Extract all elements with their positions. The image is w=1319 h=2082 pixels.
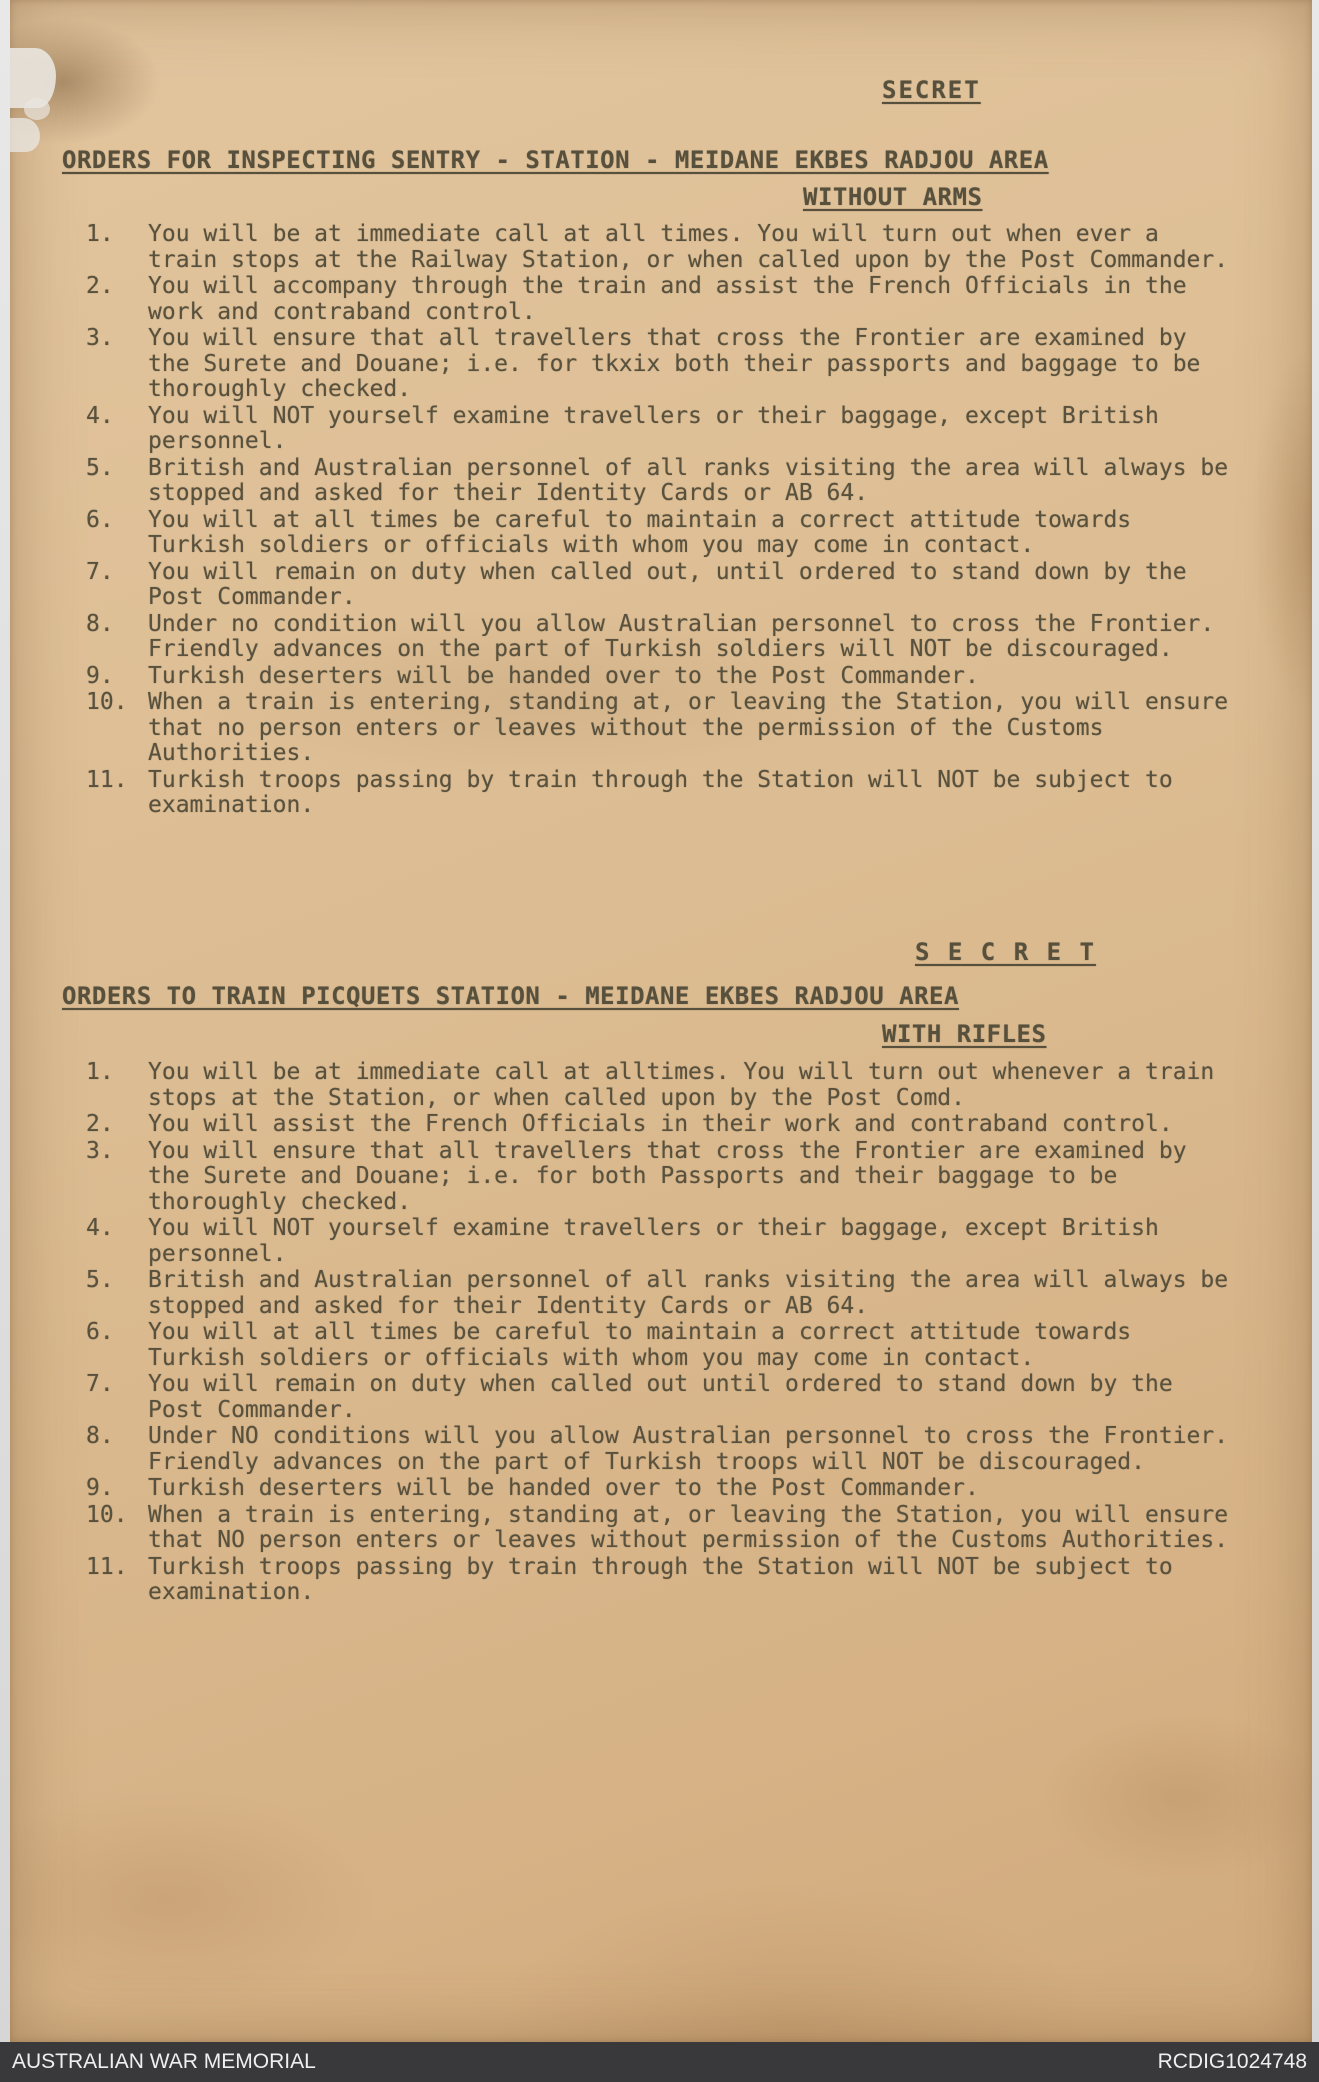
item-number: 8. — [86, 1423, 114, 1449]
item-number: 11. — [86, 1553, 128, 1580]
order-item — [86, 1268, 1240, 1319]
item-text: British and Australian personnel of all ranks visiting the area will always be stopped and asked for their Identity Cards or AB 64. — [148, 1267, 1229, 1319]
item-number: 3. — [86, 325, 114, 351]
order-item — [86, 1503, 1240, 1554]
order-item — [86, 404, 1240, 455]
order-item — [86, 690, 1240, 767]
order-item — [86, 612, 1240, 663]
item-number: 9. — [86, 662, 114, 689]
order-item — [86, 664, 1240, 690]
order-item — [86, 274, 1240, 325]
item-number: 3. — [86, 1137, 114, 1164]
classification-stamp-section2: S E C R E T — [915, 938, 1096, 966]
item-text: When a train is entering, standing at, or leaving the Station, you will ensure that no person enters or leaves without the permission of the Customs Authorities. — [148, 689, 1229, 766]
section2-orders-list — [86, 1060, 1240, 1607]
classification-stamp-top: SECRET — [882, 76, 981, 104]
archive-name: AUSTRALIAN WAR MEMORIAL — [12, 2050, 316, 2073]
item-number: 5. — [86, 454, 114, 481]
order-item — [86, 1424, 1240, 1475]
item-number: 5. — [86, 1267, 114, 1293]
item-text: You will NOT yourself examine travellers or their baggage, except British personnel. — [148, 1215, 1159, 1267]
item-text: Turkish troops passing by train through the Station will NOT be subject to examination. — [148, 1553, 1173, 1605]
item-text: You will ensure that all travellers that cross the Frontier are examined by the Surete and Douane; i.e. for both Passports and their baggage to be thoroughly checked. — [148, 1137, 1187, 1215]
order-item — [86, 1476, 1240, 1502]
section1-subtitle: WITHOUT ARMS — [803, 183, 983, 211]
section1-title: ORDERS FOR INSPECTING SENTRY - STATION - MEIDANE EKBES RADJOU AREA — [62, 146, 1049, 174]
item-number: 2. — [86, 1111, 114, 1137]
order-item — [86, 1216, 1240, 1267]
item-text: You will at all times be careful to maintain a correct attitude towards Turkish soldiers or officials with whom you may come in contact. — [148, 1319, 1132, 1371]
item-number: 4. — [86, 1215, 114, 1241]
section2-title: ORDERS TO TRAIN PICQUETS STATION - MEIDANE EKBES RADJOU AREA — [62, 982, 959, 1010]
item-text: You will accompany through the train and assist the French Officials in the work and contraband control. — [148, 273, 1187, 325]
item-number: 1. — [86, 221, 114, 247]
item-number: 11. — [86, 766, 128, 793]
item-text: Under NO conditions will you allow Australian personnel to cross the Frontier. Friendly advances on the part of Turkish troops will NOT be discouraged. — [148, 1423, 1229, 1475]
section1-orders-list — [86, 222, 1240, 820]
item-number: 2. — [86, 273, 114, 299]
section2-subtitle: WITH RIFLES — [882, 1020, 1047, 1048]
paper-tear — [10, 118, 40, 152]
order-item — [86, 1139, 1240, 1216]
item-text: Under no condition will you allow Australian personnel to cross the Frontier. Friendly advances on the part of Turkish soldiers will NOT be discouraged. — [148, 610, 1215, 662]
item-text: You will at all times be careful to maintain a correct attitude towards Turkish soldiers or officials with whom you may come in contact. — [148, 506, 1132, 558]
document-page — [10, 0, 1312, 2042]
item-text: You will remain on duty when called out until ordered to stand down by the Post Commander. — [148, 1371, 1173, 1423]
order-item — [86, 508, 1240, 559]
item-number: 9. — [86, 1475, 114, 1501]
item-text: You will assist the French Officials in their work and contraband control. — [148, 1111, 1173, 1137]
item-number: 6. — [86, 1319, 114, 1345]
order-item — [86, 1372, 1240, 1423]
item-number: 4. — [86, 402, 114, 429]
order-item — [86, 560, 1240, 611]
archive-footer-bar — [0, 2042, 1319, 2082]
order-item — [86, 326, 1240, 403]
order-item — [86, 1112, 1240, 1138]
item-text: When a train is entering, standing at, or leaving the Station, you will ensure that NO person enters or leaves without permission of the Customs Authorities. — [148, 1501, 1229, 1553]
item-text: You will ensure that all travellers that cross the Frontier are examined by the Surete and Douane; i.e. for tkxix both their passports and baggage to be thoroughly checked. — [148, 325, 1201, 402]
item-number: 6. — [86, 506, 114, 533]
item-text: You will remain on duty when called out, until ordered to stand down by the Post Commander. — [148, 558, 1187, 610]
order-item — [86, 1060, 1240, 1111]
item-number: 8. — [86, 610, 114, 637]
item-number: 10. — [86, 689, 128, 715]
record-id: RCDIG1024748 — [1157, 2050, 1307, 2073]
item-text: Turkish deserters will be handed over to the Post Commander. — [148, 662, 979, 689]
order-item — [86, 768, 1240, 819]
item-number: 10. — [86, 1501, 128, 1528]
paper-tear — [24, 98, 50, 120]
item-text: You will be at immediate call at alltimes. You will turn out whenever a train stops at the Station, or when called upon by the Post Comd. — [148, 1059, 1215, 1111]
order-item — [86, 1555, 1240, 1606]
item-text: Turkish troops passing by train through the Station will NOT be subject to examination. — [148, 766, 1173, 818]
order-item — [86, 222, 1240, 273]
item-text: You will NOT yourself examine travellers or their baggage, except British personnel. — [148, 402, 1159, 454]
order-item — [86, 456, 1240, 507]
item-text: You will be at immediate call at all times. You will turn out when ever a train stops at the Railway Station, or when called upon by the Post Commander. — [148, 221, 1229, 273]
item-number: 7. — [86, 558, 114, 585]
item-text: Turkish deserters will be handed over to the Post Commander. — [148, 1475, 979, 1501]
item-number: 7. — [86, 1371, 114, 1397]
item-number: 1. — [86, 1059, 114, 1085]
item-text: British and Australian personnel of all ranks visiting the area will always be stopped and asked for their Identity Cards or AB 64. — [148, 454, 1229, 506]
order-item — [86, 1320, 1240, 1371]
